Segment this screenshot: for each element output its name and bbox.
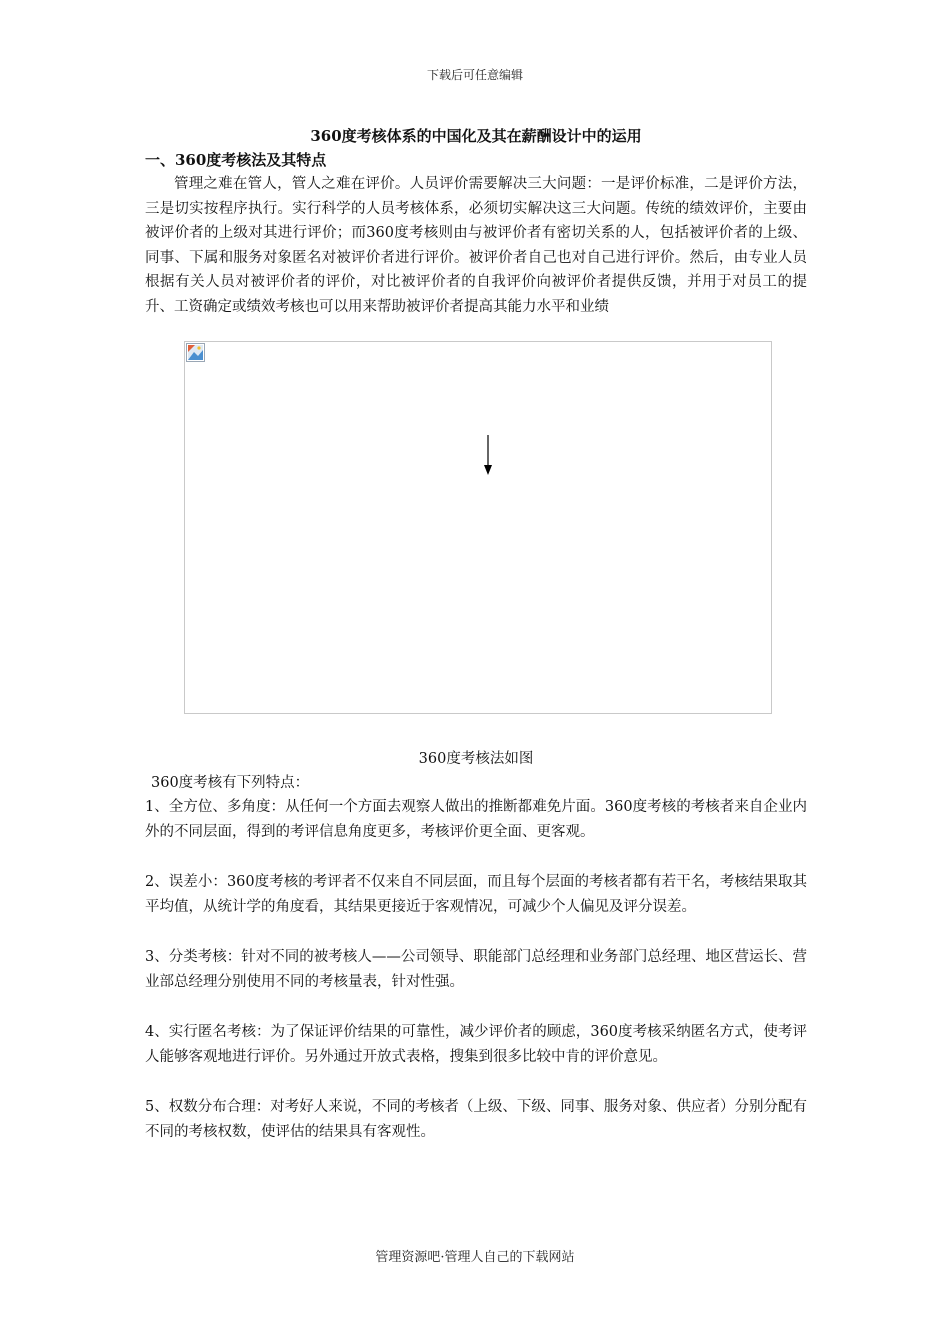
figure-frame bbox=[184, 341, 772, 714]
section-heading: 一、360度考核法及其特点 bbox=[145, 151, 327, 169]
intro-paragraph: 管理之难在管人，管人之难在评价。人员评价需要解决三大问题：一是评价标准，二是评价方法，三是切实按程序执行。实行科学的人员考核体系，必须切实解决这三大问题。传统的绩效评价，主要由被评价者的上级对其进行评价；而360度考核则由与被评价者有密切关系的人，包括被评价者的上级、同事、下属和服务对象匿名对被评价者进行评价。被评价者自己也对自己进行评价。然后，由专业人员根据有关人员对被评价者的评价，对比被评价者的自我评价向被评价者提供反馈，并用于对员工的提升、工资确定或绩效考核也可以用来帮助被评价者提高其能力水平和业绩 bbox=[145, 176, 807, 315]
feature-item: 1、全方位、多角度：从任何一个方面去观察人做出的推断都难免片面。360度考核的考核者来自企业内外的不同层面，得到的考评信息角度更多，考核评价更全面、更客观。 bbox=[145, 798, 807, 840]
figure-caption: 360度考核法如图 bbox=[418, 750, 534, 767]
down-arrow-icon bbox=[483, 435, 493, 475]
feature-item: 4、实行匿名考核：为了保证评价结果的可靠性，减少评价者的顾虑，360度考核采纳匿名方式，使考评人能够客观地进行评价。另外通过开放式表格，搜集到很多比较中肯的评价意见。 bbox=[145, 1023, 807, 1065]
page-footer: 管理资源吧·管理人自己的下载网站 bbox=[375, 1250, 575, 1265]
page-header: 下载后可任意编辑 bbox=[426, 68, 523, 82]
feature-item: 2、误差小：360度考核的考评者不仅来自不同层面，而且每个层面的考核者都有若干名，考核结果取其平均值，从统计学的角度看，其结果更接近于客观情况，可减少个人偏见及评分误差。 bbox=[145, 873, 807, 915]
document-body bbox=[145, 124, 807, 1170]
broken-image-icon bbox=[186, 343, 205, 362]
feature-item: 3、分类考核：针对不同的被考核人——公司领导、职能部门总经理和业务部门总经理、地区营运长、营业部总经理分别使用不同的考核量表，针对性强。 bbox=[145, 948, 807, 990]
feature-item: 5、权数分布合理：对考好人来说，不同的考核者（上级、下级、同事、服务对象、供应者）分别分配有不同的考核权数，使评估的结果具有客观性。 bbox=[145, 1098, 807, 1140]
features-intro: 360度考核有下列特点： bbox=[151, 774, 310, 791]
document-title: 360度考核体系的中国化及其在薪酬设计中的运用 bbox=[310, 127, 642, 145]
